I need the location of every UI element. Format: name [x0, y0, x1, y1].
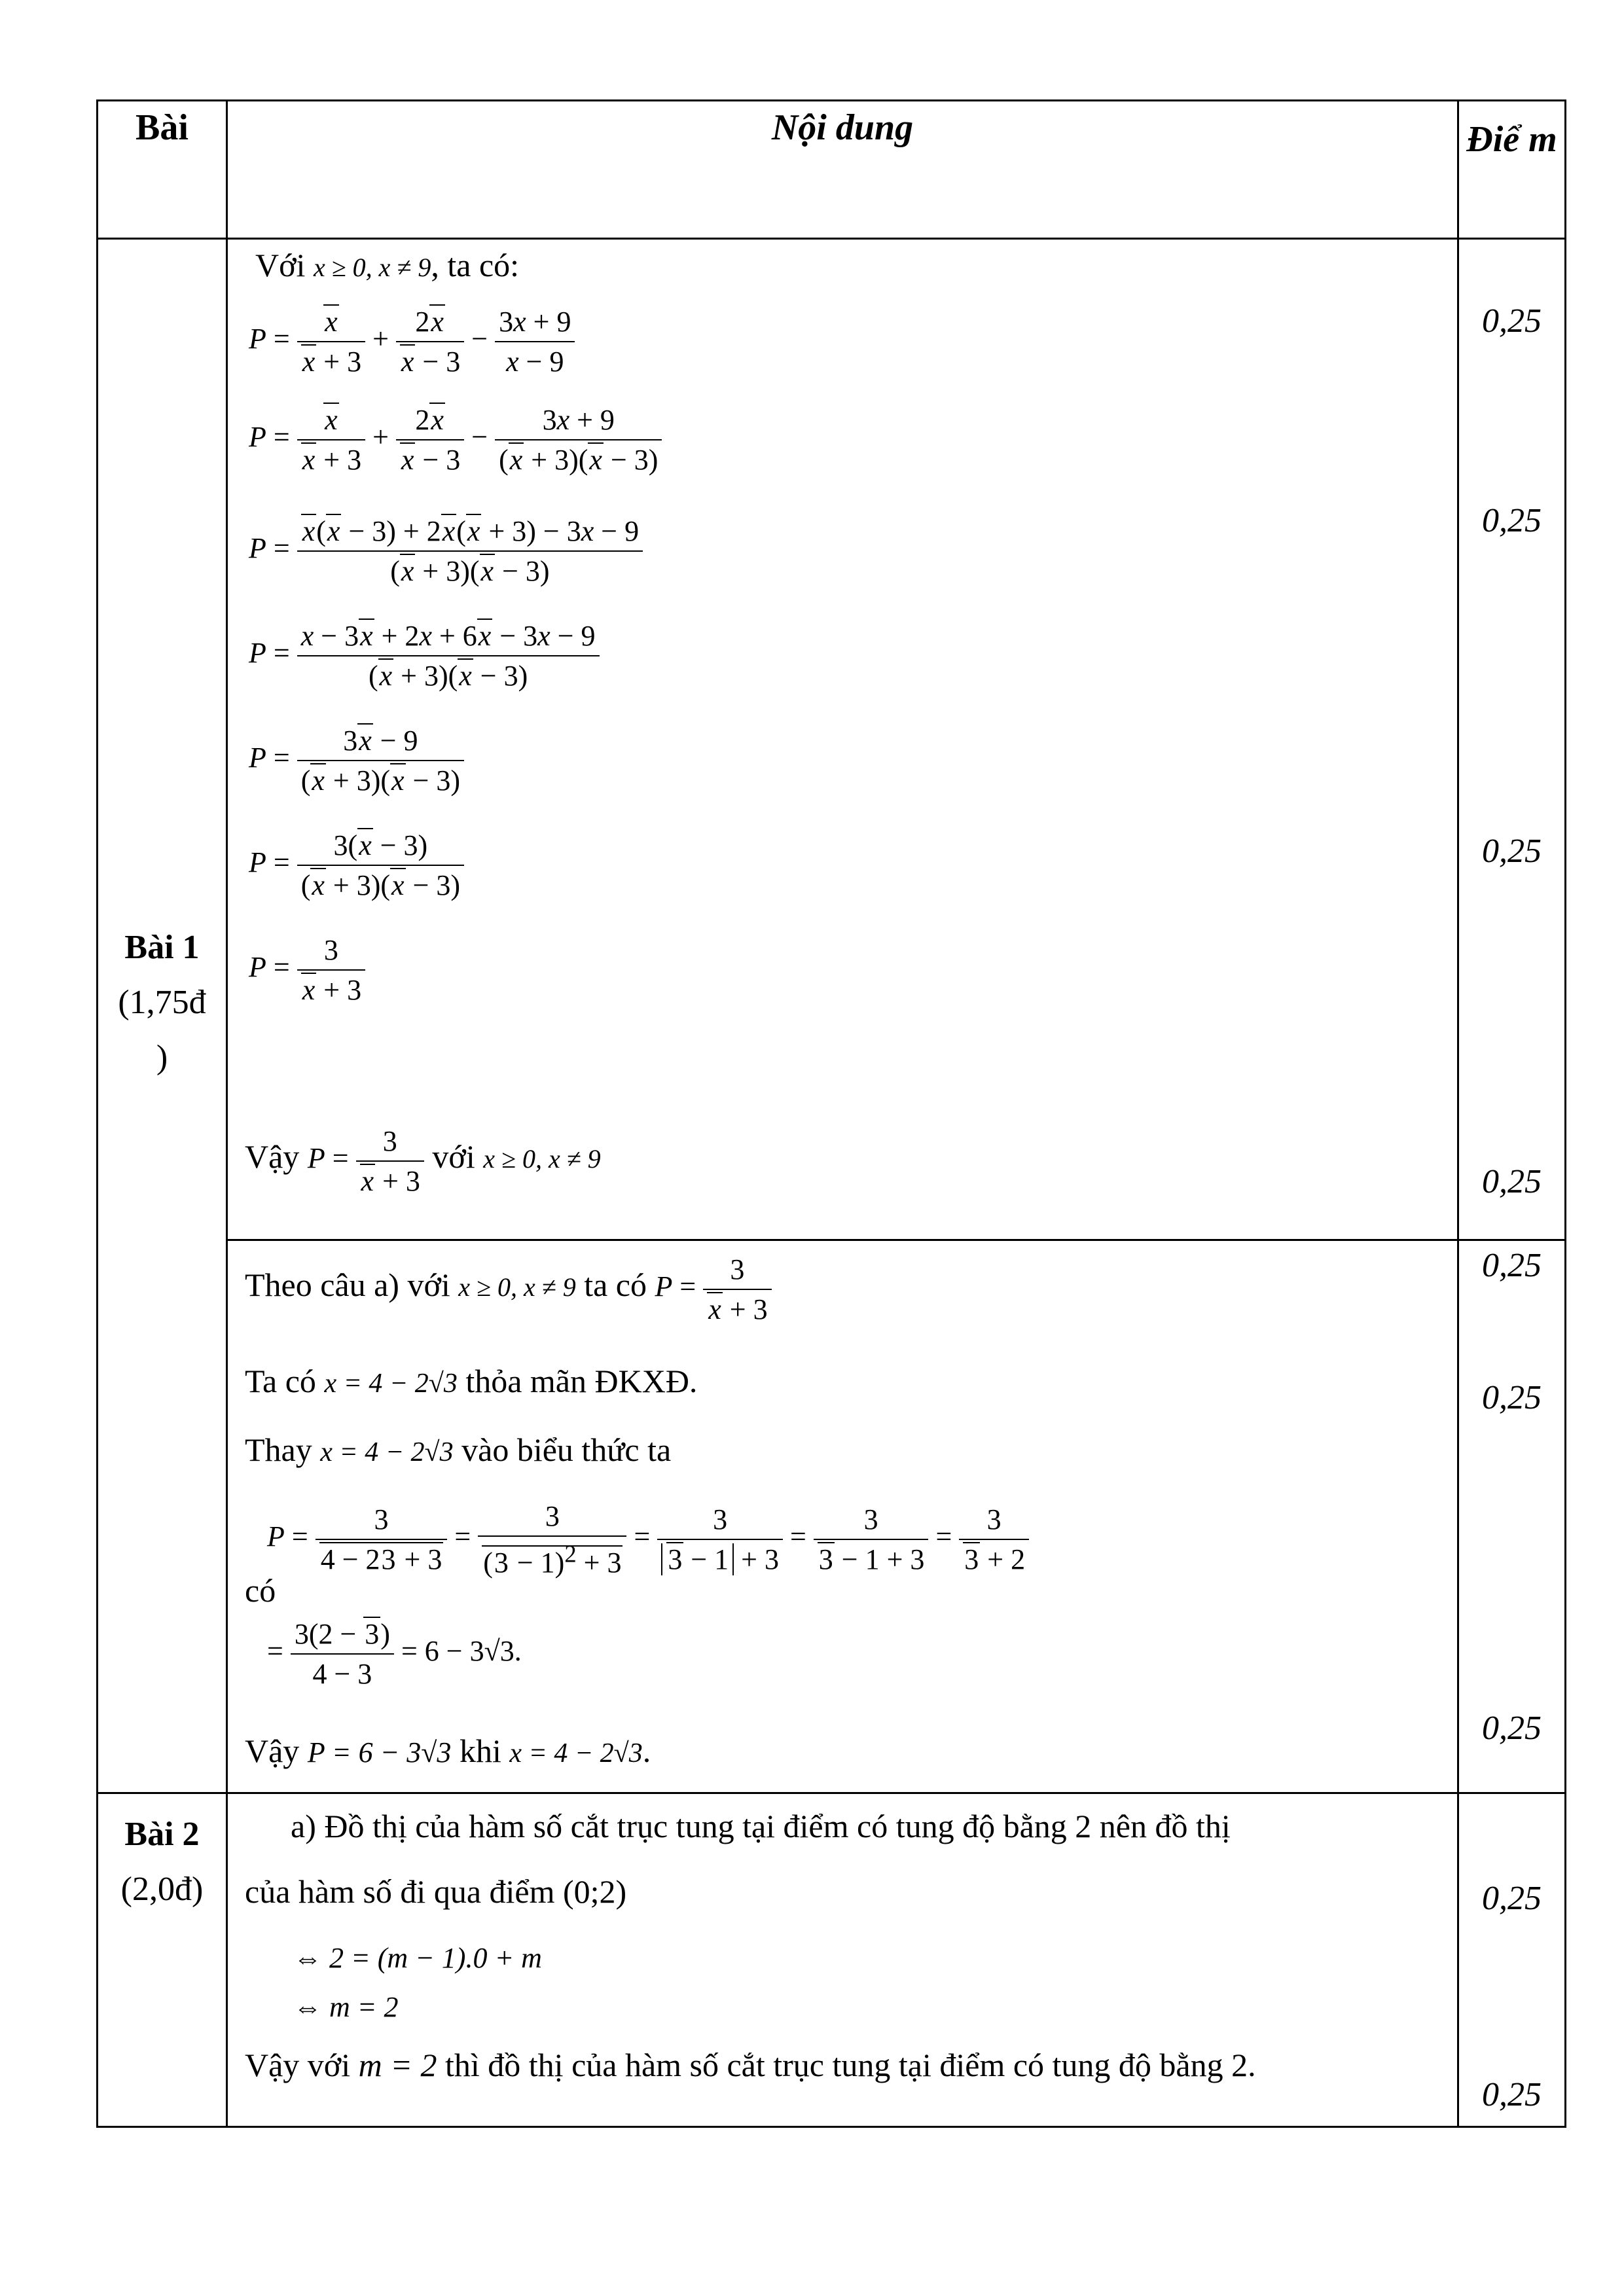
bai2-line2: của hàm số đi qua điểm (0;2) [245, 1873, 627, 1910]
formula-7: P = $\frac{3}{x + 3}$ [249, 933, 365, 1007]
bai1-intro: Với x ≥ 0, x ≠ 9, ta có: [255, 247, 520, 283]
formula-6: P = $\frac{3(x - 3)}{(x + 3)(x - 3)}$ [249, 829, 464, 902]
bai2-conclusion: Vậy với m = 2 thì đồ thị của hàm số cắt trục tung tại điểm có tung độ bằng 2. [245, 2047, 1256, 2083]
score-b2: 0,25 [1482, 1379, 1542, 1416]
header-content: Nội dung [227, 101, 1458, 239]
header-score: Điể m [1458, 101, 1566, 239]
bai1-part-a-scores [1458, 239, 1566, 1240]
bai2-label: Bài 2 [124, 1816, 200, 1853]
formula-2: P = $\frac{x}{x + 3}$ + $\frac{2x}{x - 3}$ − $\frac{3x + 9}{(x + 3)(x - 3)}$ [249, 403, 662, 476]
bai1-points-close: ) [156, 1039, 168, 1076]
bai2-step1: ⇔ 2 = (m − 1).0 + m [293, 1942, 542, 1974]
score-a3: 0,25 [1482, 833, 1542, 870]
bai1-label-cell [98, 239, 227, 1793]
score-b3: 0,25 [1482, 1710, 1542, 1747]
bai1-part-a-content [227, 239, 1458, 1240]
score-a2: 0,25 [1482, 502, 1542, 539]
bai2-line1: a) Đồ thị của hàm số cắt trục tung tại điểm có tung độ bằng 2 nên đồ thị [291, 1808, 1231, 1844]
formula-3: P = $\frac{x(x - 3) + 2x(x + 3) - 3x - 9}{(x + 3)(x - 3)}$ [249, 514, 643, 588]
bai1b-chain: P = $\frac{3}{4 - 23 + 3}$ = $\frac{3}{(3 - 1)^2 + 3}$ = $\frac{3}{3 - 1 + 3}$ = $\frac{3}{3 - 1 + 3}$ = $\frac{3}{3 + 2}$ [267, 1499, 1029, 1579]
score-c1: 0,25 [1482, 1880, 1542, 1917]
bai1-part-a-row [98, 239, 1566, 1240]
bai1b-conclusion: Vậy P = 6 − 3√3 khi x = 4 − 2√3. [245, 1732, 651, 1769]
bai1b-result: = $\frac{3(2 - 3)}{4 - 3}$ = 6 − 3√3. [267, 1618, 522, 1690]
bai1-part-b-scores [1458, 1240, 1566, 1793]
bai2-step2: ⇔ m = 2 [293, 1991, 399, 2023]
bai1-part-b-content [227, 1240, 1458, 1793]
score-a1: 0,25 [1482, 302, 1542, 340]
score-a4: 0,25 [1482, 1163, 1542, 1200]
bai2-label-cell [98, 1793, 227, 2127]
header-row [98, 101, 1566, 239]
formula-4: P = $\frac{x - 3x + 2x + 6x - 3x - 9}{(x + 3)(x - 3)}$ [249, 619, 600, 692]
answer-table [96, 99, 1566, 2128]
bai2-content [227, 1793, 1458, 2127]
score-c2: 0,25 [1482, 2076, 1542, 2113]
bai1b-line2: Ta có x = 4 − 2√3 thỏa mãn ĐKXĐ. [245, 1363, 698, 1399]
bai1-points: (1,75đ [118, 984, 206, 1021]
bai2-scores [1458, 1793, 1566, 2127]
score-b1: 0,25 [1482, 1247, 1542, 1284]
bai1b-line1: Theo câu a) với x ≥ 0, x ≠ 9 ta có P = $\frac{3}{x + 3}$ [245, 1253, 772, 1326]
bai1-conclusion: Vậy P = $\frac{3}{x + 3}$ với x ≥ 0, x ≠ 9 [245, 1125, 601, 1197]
bai1b-line4: có [245, 1572, 276, 1609]
bai1b-line3: Thay x = 4 − 2√3 vào biểu thức ta [245, 1431, 672, 1468]
formula-1: P = $\frac{x}{x + 3}$ + $\frac{2x}{x - 3}$ − $\frac{3x + 9}{x - 9}$ [249, 305, 575, 378]
bai2-points: (2,0đ) [120, 1871, 204, 1908]
bai1-label: Bài 1 [124, 929, 200, 966]
formula-5: P = $\frac{3x - 9}{(x + 3)(x - 3)}$ [249, 724, 464, 797]
bai2-row [98, 1793, 1566, 2127]
header-bai: Bài [98, 101, 227, 239]
bai1-part-b-row [98, 1240, 1566, 1793]
